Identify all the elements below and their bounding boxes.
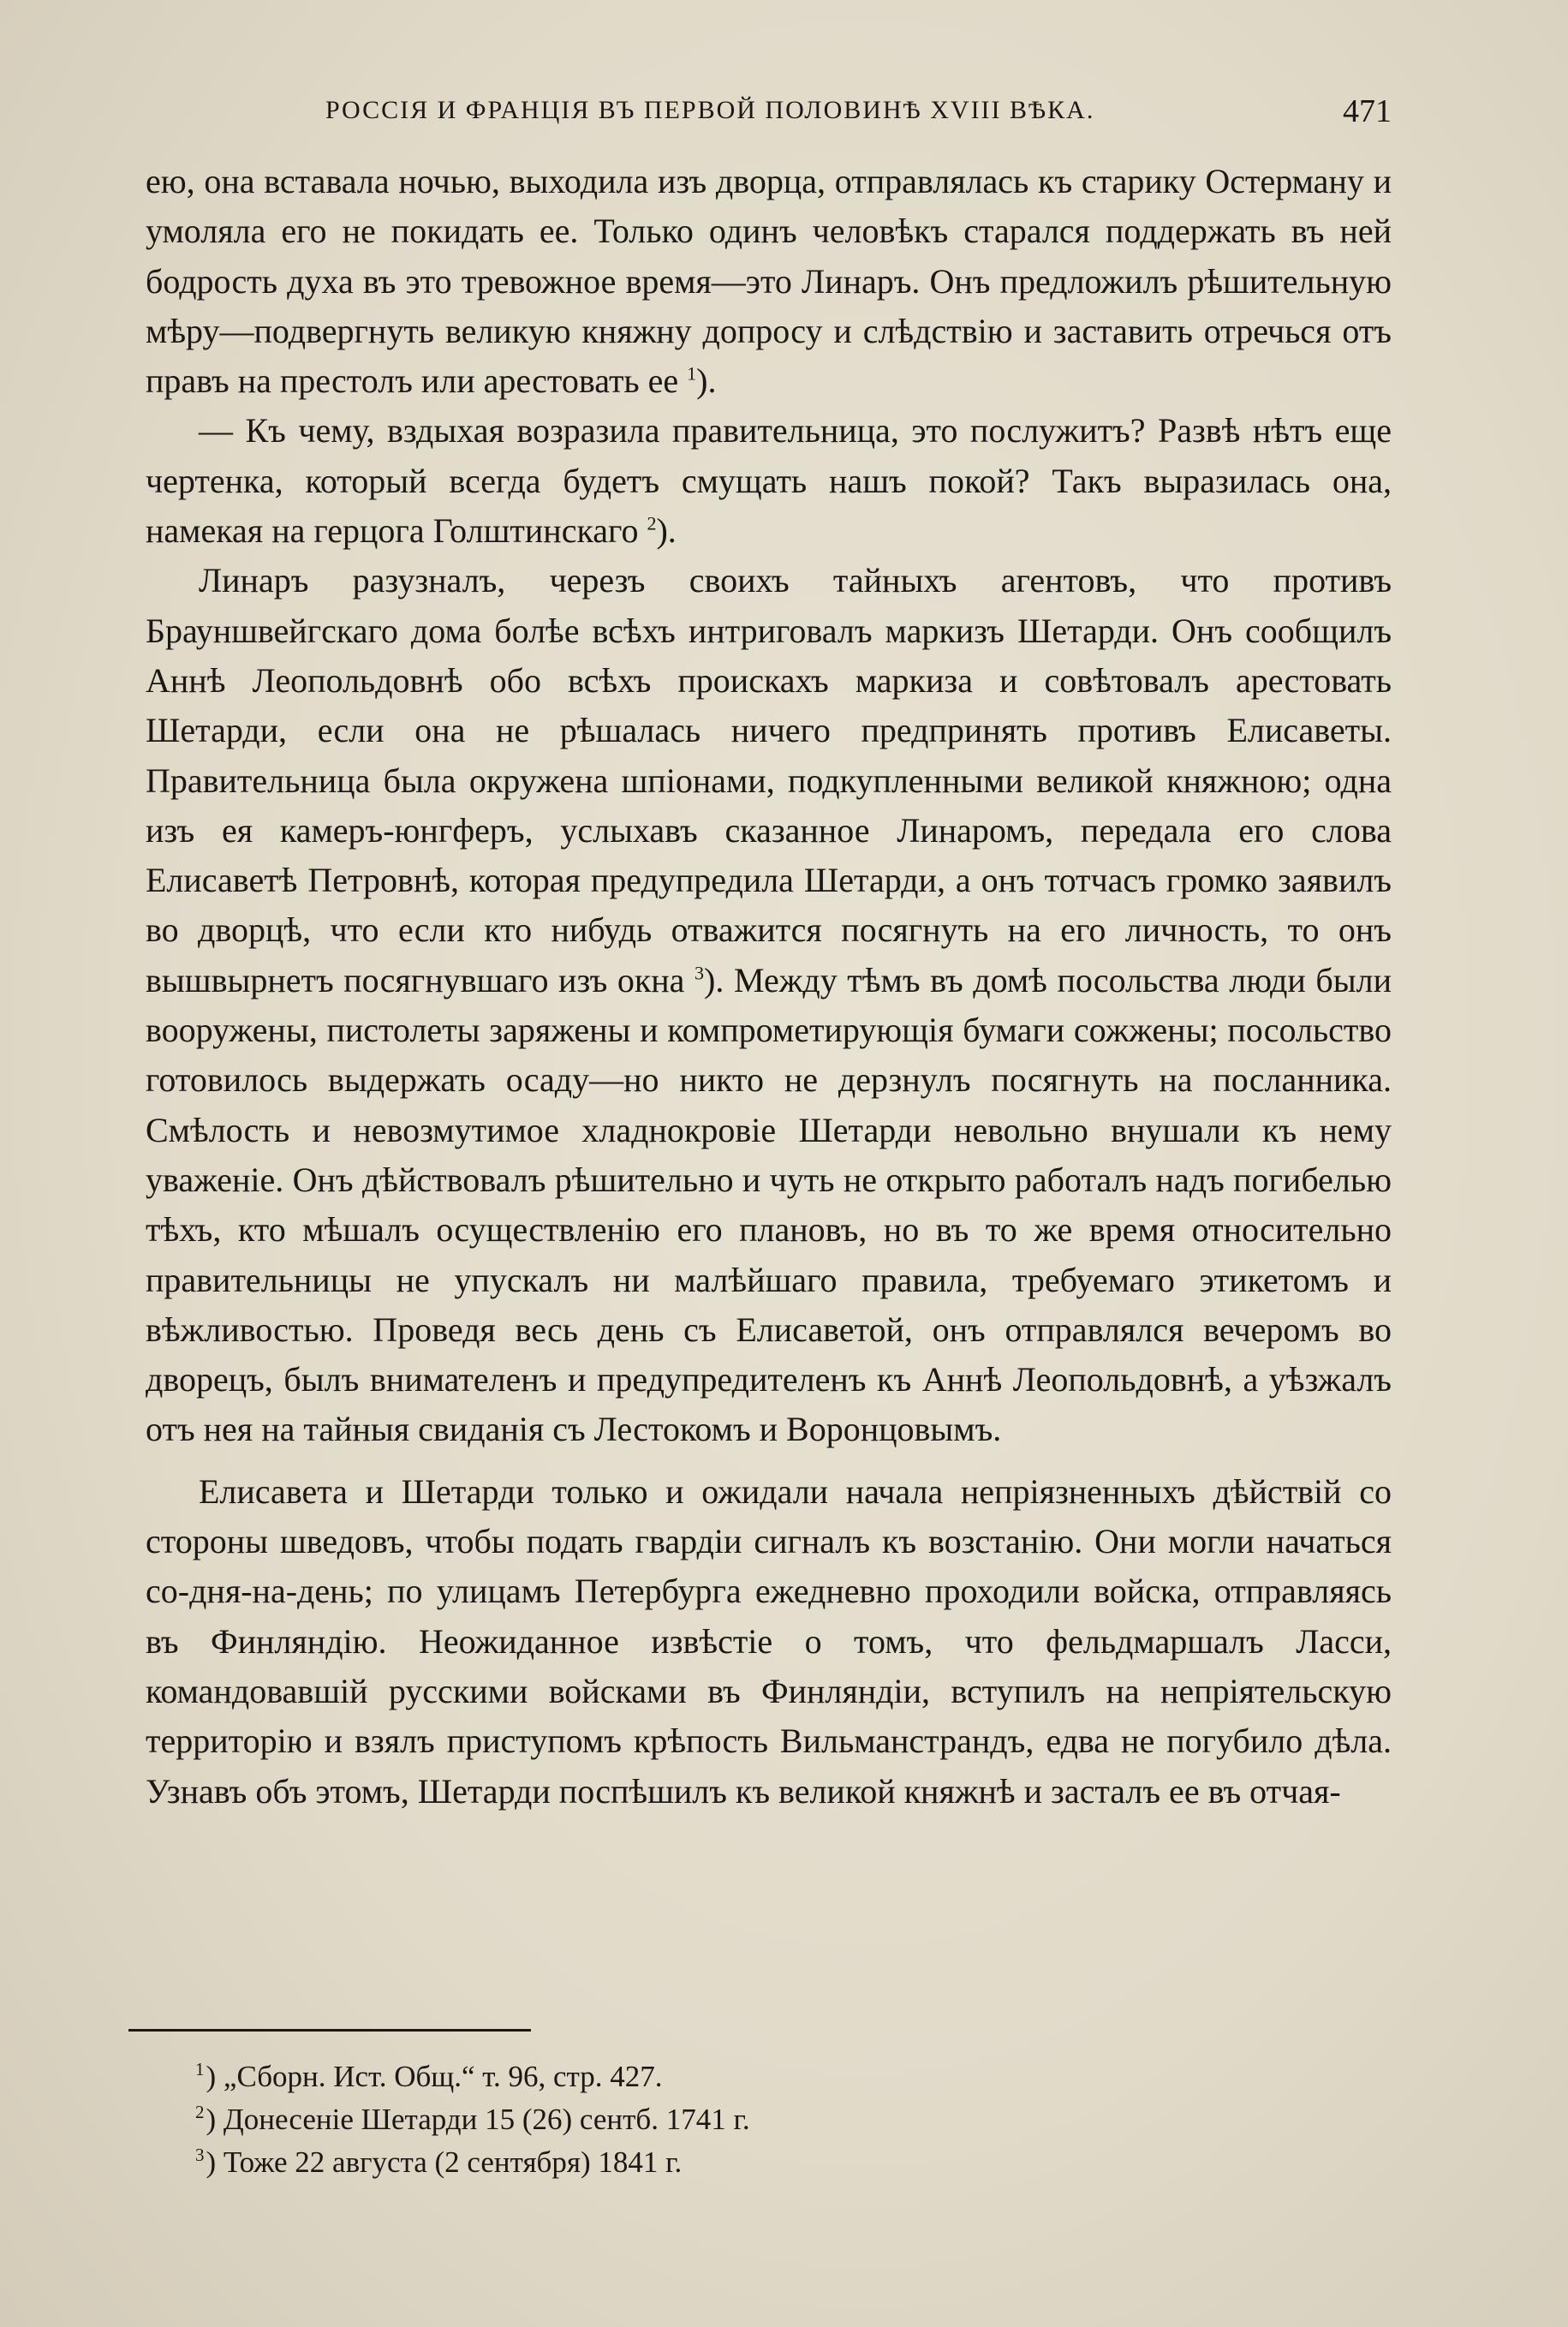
footnote [195,2056,1309,2098]
footnote-ref: 1 [687,362,697,385]
footnote-mark: 2 [195,2102,205,2123]
footnote-text: ) Донесеніе Шетарди 15 (26) сентб. 1741 г. [206,2103,750,2136]
footnote-ref: 2 [647,512,657,534]
paragraph [146,1467,1392,1817]
footnote-mark: 3 [195,2145,205,2166]
page-number: 471 [1343,93,1392,129]
paragraph-text: ). Между тѣмъ въ домѣ посольства люди были вооружены, пистолеты заряжены и компрометирующія бумаги сожжены; посольство готовилось выдержать осаду—но никто не дерзнулъ посягнуть на посланника. Смѣлость и невозмутимое хладнокровіе Шетарди невольно внушали къ нему уваженіе. Онъ дѣйствовалъ рѣшительно и чуть не открыто работалъ надъ погибелью тѣхъ, кто мѣшалъ осуществленію его плановъ, но въ то же время относительно правительницы не упускалъ ни малѣйшаго правила, требуемаго этикетомъ и вѣжливостью. Проведя весь день съ Елисаветой, онъ отправлялся вечеромъ во дворецъ, былъ внимателенъ и предупредителенъ къ Аннѣ Леопольдовнѣ, а уѣзжалъ отъ нея на тайныя свиданія съ Лестокомъ и Воронцовымъ. [146,960,1392,1449]
paragraph-text: ). [656,511,677,551]
paragraph [146,406,1392,556]
paragraph-text: ею, она вставала ночью, выходила изъ дворца, отправлялась къ старику Остерману и умоляла его не покидать ее. Только одинъ человѣкъ старался поддержать въ ней бодрость духа въ это тревожное время—это Линаръ. Онъ предложилъ рѣшительную мѣру—подвергнуть великую княжну допросу и слѣдствію и заставить отречься отъ правъ на престолъ или арестовать ее [146,162,1392,401]
footnote [195,2098,1309,2141]
paragraph-text: Линаръ разузналъ, черезъ своихъ тайныхъ агентовъ, что противъ Брауншвейгскаго дома болѣе всѣхъ интриговалъ маркизъ Шетарди. Онъ сообщилъ Аннѣ Леопольдовнѣ обо всѣхъ проискахъ маркиза и совѣтовалъ арестовать Шетарди, если она не рѣшалась ничего предпринять противъ Елисаветы. Правительница была окружена шпіонами, подкупленными великой княжною; одна изъ ея камеръ-юнгферъ, услыхавъ сказанное Линаромъ, передала его слова Елисаветѣ Петровнѣ, которая предупредила Шетарди, а онъ тотчасъ громко заявилъ во дворцѣ, что если кто нибудь отважится посягнуть на его личность, то онъ вышвырнетъ посягнувшаго изъ окна [146,561,1392,999]
body-text [146,157,1392,1817]
paragraph [146,157,1392,406]
footnote-separator [128,2029,531,2032]
running-head: РОССІЯ И ФРАНЦІЯ ВЪ ПЕРВОЙ ПОЛОВИНѢ XVIII ВѢКА. [325,96,1095,124]
paragraph-text: — Къ чему, вздыхая возразила правительница, это послужитъ? Развѣ нѣтъ еще чертенка, который всегда будетъ смущать нашъ покой? Такъ выразилась она, намекая на герцога Голштинскаго [146,411,1392,551]
paragraph-text: ). [696,361,717,401]
footnotes [195,2056,1309,2184]
page-header [146,92,1392,135]
paragraph [146,556,1392,1454]
paragraph-text: Елисавета и Шетарди только и ожидали начала непріязненныхъ дѣйствій со стороны шведовъ, чтобы подать гвардіи сигналъ къ возстанію. Они могли начаться со-дня-на-день; по улицамъ Петербурга ежедневно проходили войска, отправляясь въ Финляндію. Неожиданное извѣстіе о томъ, что фельдмаршалъ Ласси, командовавшій русскими войсками въ Финляндіи, вступилъ на непріятельскую территорію и взялъ приступомъ крѣпость Вильманстрандъ, едва не погубило дѣла. Узнавъ объ этомъ, Шетарди поспѣшилъ къ великой княжнѣ и засталъ ее въ отчая- [146,1471,1392,1811]
footnote [195,2141,1309,2184]
footnote-mark: 1 [195,2059,205,2080]
footnote-ref: 3 [695,962,705,984]
footnote-text: ) Тоже 22 августа (2 сентября) 1841 г. [206,2145,683,2179]
footnote-text: ) „Сборн. Ист. Общ.“ т. 96, стр. 427. [206,2060,663,2093]
